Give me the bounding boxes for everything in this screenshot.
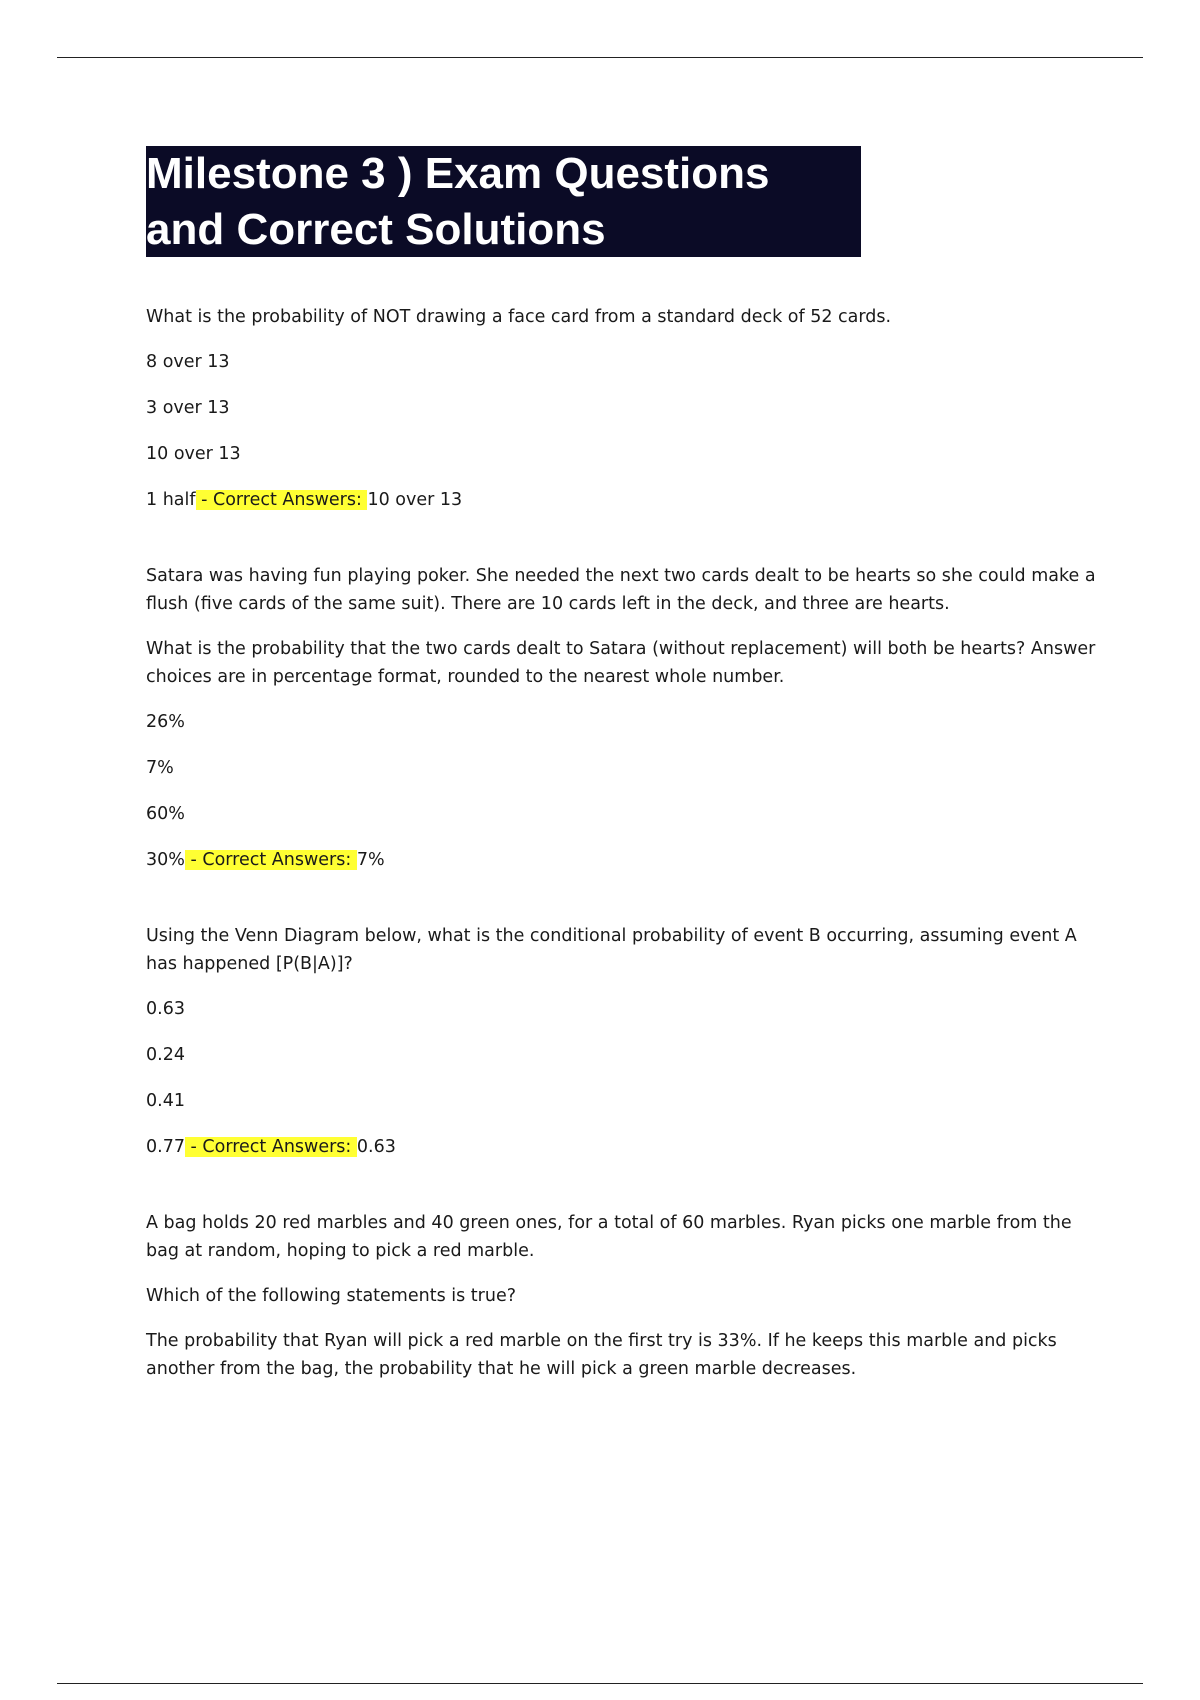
question-2 (146, 562, 1096, 874)
correct-answers-marker: - Correct Answers: (184, 1137, 357, 1157)
question-3 (146, 922, 1096, 1161)
answer-line (146, 1133, 1096, 1161)
answer-option: 10 over 13 (146, 444, 241, 464)
correct-answers-marker: - Correct Answers: (184, 850, 357, 870)
answer-option: 0.41 (146, 1091, 185, 1111)
answer-option: 1 half (146, 490, 196, 510)
document-title (146, 146, 861, 257)
question-1 (146, 303, 1096, 514)
question-text: Which of the following statements is true? (146, 1286, 517, 1306)
answer-option: 0.63 (146, 999, 185, 1019)
question-list (146, 303, 1096, 1431)
title-line-1: Milestone 3 ) Exam Questions (146, 149, 770, 198)
top-rule (57, 57, 1143, 58)
question-text: What is the probability of NOT drawing a face card from a standard deck of 52 cards. (146, 307, 892, 327)
answer-option: 3 over 13 (146, 398, 230, 418)
question-4 (146, 1209, 1096, 1383)
title-line-2: and Correct Solutions (146, 205, 606, 254)
answer-line (146, 846, 1096, 874)
correct-answer: 10 over 13 (367, 490, 463, 510)
correct-answer: 0.63 (356, 1137, 396, 1157)
answer-option: 8 over 13 (146, 352, 230, 372)
correct-answers-marker: - Correct Answers: (195, 490, 368, 510)
question-text: Satara was having fun playing poker. She needed the next two cards dealt to be hearts so she could make a flush (five cards of the same suit). There are 10 cards left in the deck, and three are hearts. (146, 566, 1096, 614)
question-text: The probability that Ryan will pick a red marble on the first try is 33%. If he keeps this marble and picks another from the bag, the probability that he will pick a green marble decreases. (146, 1331, 1057, 1379)
answer-option: 7% (146, 758, 174, 778)
bottom-rule (57, 1683, 1143, 1684)
question-text: Using the Venn Diagram below, what is the conditional probability of event B occurring, assuming event A has happened [P(B|A)]? (146, 926, 1077, 974)
answer-option: 26% (146, 712, 185, 732)
answer-option: 60% (146, 804, 185, 824)
answer-option: 0.77 (146, 1137, 185, 1157)
answer-option: 0.24 (146, 1045, 185, 1065)
correct-answer: 7% (356, 850, 385, 870)
question-text: A bag holds 20 red marbles and 40 green ones, for a total of 60 marbles. Ryan picks one marble from the bag at random, hoping to pick a red marble. (146, 1213, 1072, 1261)
question-text: What is the probability that the two cards dealt to Satara (without replacement) will both be hearts? Answer choices are in percentage format, rounded to the nearest whole number. (146, 639, 1096, 687)
answer-option: 30% (146, 850, 185, 870)
answer-line (146, 486, 1096, 514)
